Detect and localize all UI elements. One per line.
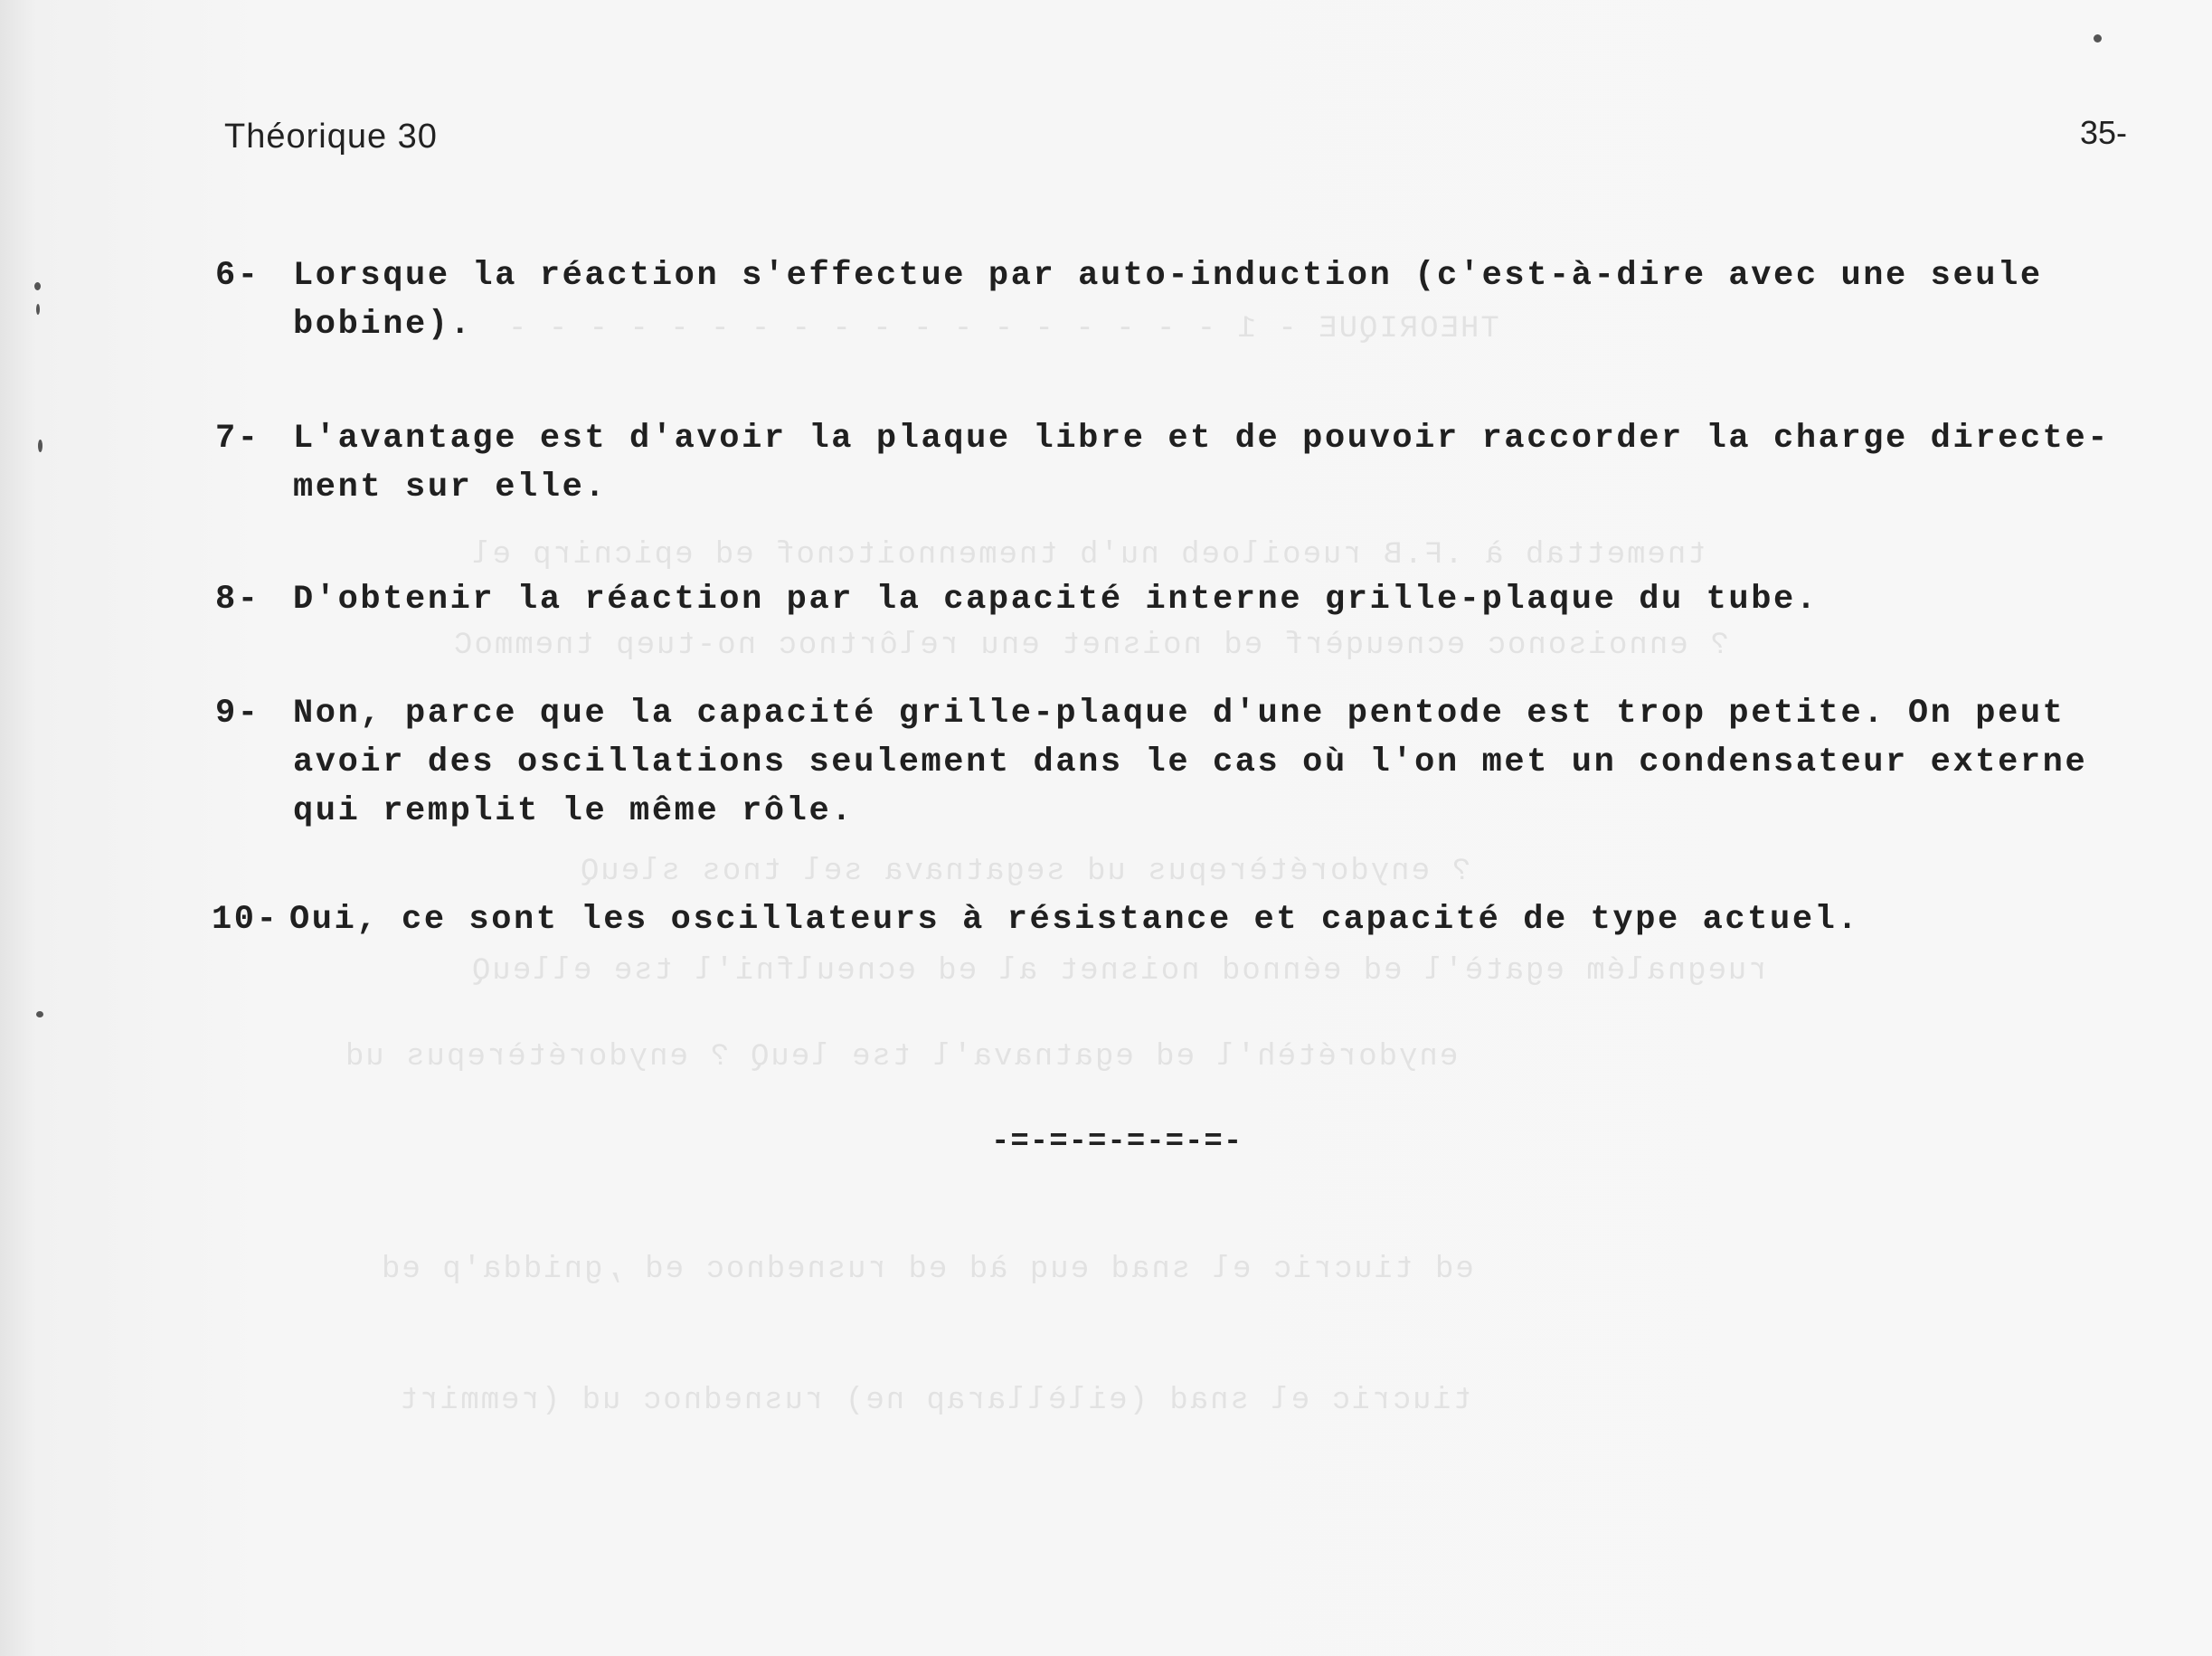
bleed-through-text: enydorétèh'l ed egatnava'l tse leuQ ? enydorétèrepus ud — [344, 1040, 1459, 1074]
answer-number: 9- — [215, 695, 260, 733]
answer-number: 10- — [212, 901, 279, 939]
bleed-through-text: ? ennoisonoc ecneuqèrf ed noisnet enu relôrtnoc no-tuep tnemmoC — [452, 629, 1729, 663]
answer-item — [212, 895, 2183, 944]
answer-number: 7- — [215, 420, 260, 458]
margin-speck — [36, 304, 40, 315]
bleed-through-text: THEORIQUE - 1 - - - - - - - - - - - - - - - - - - — [506, 312, 1499, 346]
bleed-through-text: ? enydorétèrepus ud segatnava sel tnos sleuQ — [579, 855, 1470, 889]
page-header-title: Théorique 30 — [224, 118, 438, 156]
margin-speck — [2094, 34, 2102, 43]
bleed-through-text: tiucric el snad (eilèllarap ne) rusnednoc ud (remmirt — [398, 1384, 1472, 1418]
margin-speck — [38, 440, 43, 452]
bleed-through-text: tnemettab à .F.B rueoiloeb nu'b tnemennoitcnof ed epicnirp el — [470, 538, 1706, 573]
answer-text: Non, parce que la capacité grille-plaque d'une pentode est trop petite. On peut avoir des oscillations seulement dans le cas où l'on met un condensateur externe qui remplit le même rôle. — [293, 695, 2088, 830]
answer-item — [215, 575, 2187, 624]
page-number: 35- — [2080, 114, 2128, 151]
margin-speck — [34, 282, 41, 290]
answer-item — [215, 689, 2187, 836]
bleed-through-text: ed tiucric el snad euq àd ed rusnednoc ed ,gnidda'p ed — [380, 1253, 1474, 1287]
answer-number: 6- — [215, 257, 260, 295]
bleed-through-text: ruegnalém egatè'l ed eénnod noisnet al ed ecneulfni'l tse elleuQ — [470, 954, 1767, 989]
answer-text: Oui, ce sont les oscillateurs à résistance et capacité de type actuel. — [289, 901, 1860, 939]
answer-text: D'obtenir la réaction par la capacité interne grille-plaque du tube. — [293, 581, 1819, 619]
answer-number: 8- — [215, 581, 260, 619]
answer-item — [215, 414, 2187, 512]
answer-item — [215, 251, 2187, 349]
section-separator: -=-=-=-=-=-=- — [991, 1125, 1243, 1159]
answer-text: L'avantage est d'avoir la plaque libre et de pouvoir raccorder la charge directe- ment sur elle. — [293, 420, 2111, 506]
answer-text: Lorsque la réaction s'effectue par auto-induction (c'est-à-dire avec une seule bobine). — [293, 257, 2043, 344]
margin-speck — [36, 1011, 43, 1017]
